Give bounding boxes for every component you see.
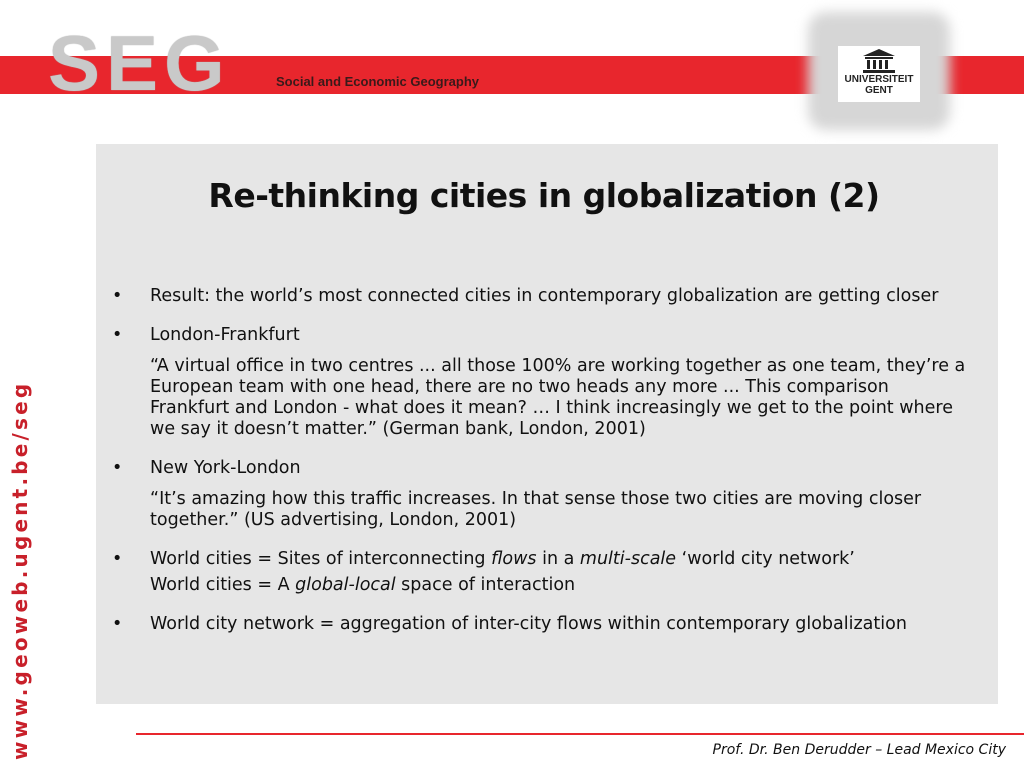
- bullet-marker: •: [112, 549, 123, 569]
- bullet-text-part: World cities = Sites of interconnecting: [150, 549, 492, 569]
- bullet-marker: •: [112, 458, 123, 478]
- seg-subtitle: Social and Economic Geography: [276, 74, 479, 89]
- university-name-line2: GENT: [865, 85, 893, 96]
- side-url-container: [6, 380, 34, 760]
- ugent-logo: [838, 46, 920, 102]
- bullet-text: World city network = aggregation of inter-city flows within contemporary globalization: [150, 614, 907, 634]
- bullet-item-result: [112, 286, 972, 307]
- bullet-marker: •: [112, 325, 123, 345]
- footer-divider: [136, 733, 1024, 735]
- emphasis-flows: flows: [491, 549, 537, 569]
- bullet-marker: •: [112, 614, 123, 634]
- bullet-item-london-frankfurt: [112, 325, 972, 440]
- university-name-line1: UNIVERSITEIT: [844, 74, 914, 85]
- bullet-second-line: [150, 575, 972, 596]
- slide-title: Re-thinking cities in globalization (2): [208, 176, 880, 215]
- bullet-text: London-Frankfurt: [150, 325, 300, 345]
- bullet-list: [112, 286, 972, 653]
- bullet-text-part: World cities = A: [150, 575, 296, 595]
- bullet-item-new-york-london: [112, 458, 972, 531]
- bullet-text-part: in a: [536, 549, 580, 569]
- bullet-item-world-cities: [112, 549, 972, 596]
- bullet-marker: •: [112, 286, 123, 306]
- bullet-item-world-city-network: [112, 614, 972, 635]
- emphasis-global-local: global-local: [295, 575, 396, 595]
- footer-credit: Prof. Dr. Ben Derudder – Lead Mexico City: [712, 742, 1006, 758]
- building-columns-icon: [861, 48, 897, 74]
- emphasis-multi-scale: multi-scale: [579, 549, 677, 569]
- bullet-text: Result: the world’s most connected cities in contemporary globalization are getting closer: [150, 286, 939, 306]
- bullet-text: New York-London: [150, 458, 301, 478]
- bullet-text-part: ‘world city network’: [676, 549, 855, 569]
- quote-text: “A virtual office in two centres ... all those 100% are working together as one team, they’re a European team with one head, there are no two heads any more ... This comparison Frankfurt and London - what does it mean? … I think increasingly we get to the point where we say it doesn’t matter.” (German bank, London, 2001): [150, 356, 966, 439]
- quote-text: “It’s amazing how this traffic increases. In that sense those two cities are moving closer together.” (US advertising, London, 2001): [150, 489, 922, 530]
- side-url-text: www.geoweb.ugent.be/seg: [8, 380, 32, 760]
- bullet-text-part: space of interaction: [395, 575, 576, 595]
- seg-logo: SEG: [48, 19, 231, 107]
